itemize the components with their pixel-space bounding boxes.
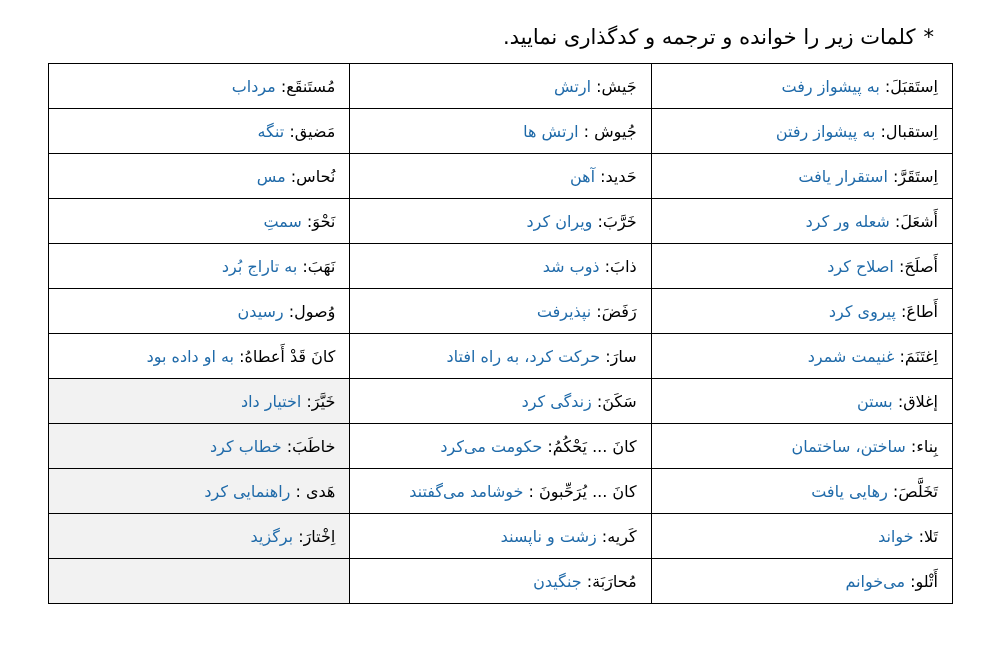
arabic-term: خَرَّبَ: (597, 211, 637, 231)
table-cell (350, 289, 651, 334)
persian-meaning: خوشامد می‌گفتند (409, 481, 524, 501)
vocabulary-table (48, 63, 953, 604)
arabic-term: اِخْتارَ: (298, 526, 336, 546)
persian-meaning: زندگی کرد (521, 391, 592, 411)
table-cell (49, 424, 350, 469)
table-cell (49, 469, 350, 514)
arabic-term: نَهَبَ: (302, 256, 336, 276)
table-cell (651, 379, 952, 424)
persian-meaning: ارتش ها (523, 121, 579, 141)
table-cell (651, 244, 952, 289)
persian-meaning: اصلاح کرد (827, 256, 894, 276)
instruction-heading (503, 22, 934, 52)
persian-meaning: به او داده بود (146, 346, 235, 366)
table-row (49, 379, 953, 424)
table-cell (651, 334, 952, 379)
table-cell (350, 514, 651, 559)
table-cell (49, 64, 350, 109)
table-cell (49, 514, 350, 559)
persian-meaning: ارتش (554, 76, 592, 96)
persian-meaning: به پیشواز رفت (781, 76, 880, 96)
table-cell (49, 379, 350, 424)
arabic-term: اِستَقبَلَ: (884, 76, 938, 96)
table-cell (651, 559, 952, 604)
persian-meaning: خطاب کرد (210, 436, 282, 456)
table-cell (651, 289, 952, 334)
persian-meaning: مس (256, 166, 286, 186)
persian-meaning: استقرار یافت (798, 166, 888, 186)
arabic-term: رَفَضَ: (596, 301, 637, 321)
table-cell (350, 334, 651, 379)
table-row (49, 334, 953, 379)
table-row (49, 244, 953, 289)
persian-meaning: رهایی یافت (811, 481, 888, 501)
table-cell (651, 154, 952, 199)
arabic-term: خَیَّرَ: (306, 391, 336, 411)
table-row (49, 64, 953, 109)
arabic-term: کانَ ... یُرَحِّبونَ : (528, 481, 637, 501)
arabic-term: اِغتَنَمَ: (899, 346, 938, 366)
persian-meaning: ساختن، ساختمان (791, 436, 906, 456)
arabic-term: ذابَ: (604, 256, 637, 276)
persian-meaning: زشت و ناپسند (500, 526, 597, 546)
persian-meaning: بستن (857, 391, 893, 411)
table-row (49, 109, 953, 154)
arabic-term: اِستَقَرَّ: (893, 166, 938, 186)
persian-meaning: می‌خوانم (845, 571, 906, 591)
arabic-term: هَدی : (295, 481, 336, 501)
table-cell (49, 199, 350, 244)
arabic-term: سارَ: (605, 346, 637, 366)
table-row (49, 469, 953, 514)
arabic-term: مُستَنقَع: (280, 76, 336, 96)
arabic-term: إغلاق: (897, 391, 938, 411)
table-cell (49, 334, 350, 379)
table-cell (651, 199, 952, 244)
arabic-term: کَریه: (601, 526, 637, 546)
table-cell (350, 469, 651, 514)
arabic-term: جُیوش : (583, 121, 637, 141)
persian-meaning: خواند (878, 526, 914, 546)
persian-meaning: اختیار داد (240, 391, 302, 411)
table-cell (651, 64, 952, 109)
persian-meaning: نپذیرفت (536, 301, 592, 321)
arabic-term: بِناء: (910, 436, 938, 456)
persian-meaning: شعله ور کرد (805, 211, 890, 231)
table-cell (651, 109, 952, 154)
table-cell (651, 424, 952, 469)
table-cell (350, 199, 651, 244)
table-row (49, 289, 953, 334)
arabic-term: أَشعَلَ: (894, 211, 938, 231)
table-row (49, 199, 953, 244)
arabic-term: حَدید: (600, 166, 637, 186)
persian-meaning: آهن (569, 166, 596, 186)
bullet-star-icon: * (923, 25, 934, 49)
table-row (49, 559, 953, 604)
arabic-term: اِستقبال: (880, 121, 938, 141)
table-cell (350, 64, 651, 109)
table-cell (350, 244, 651, 289)
persian-meaning: جنگیدن (533, 571, 582, 591)
table-cell (651, 514, 952, 559)
table-cell (651, 469, 952, 514)
persian-meaning: رسیدن (237, 301, 284, 321)
arabic-term: تَخَلَّصَ: (892, 481, 938, 501)
persian-meaning: پیروی کرد (828, 301, 896, 321)
table-cell (49, 154, 350, 199)
persian-meaning: به پیشواز رفتن (775, 121, 876, 141)
table-cell (350, 109, 651, 154)
vocabulary-table-body (49, 64, 953, 604)
table-cell (350, 154, 651, 199)
table-row (49, 514, 953, 559)
arabic-term: کانَ ... یَحْکُمُ: (547, 436, 637, 456)
persian-meaning: تنگه (257, 121, 285, 141)
table-cell (49, 109, 350, 154)
persian-meaning: سمتِ (263, 211, 302, 231)
arabic-term: نُحاس: (290, 166, 336, 186)
persian-meaning: به تاراج بُرد (221, 256, 298, 276)
persian-meaning: حرکت کرد، به راه افتاد (446, 346, 601, 366)
instruction-text: کلمات زیر را خوانده و ترجمه و کدگذاری نمایید. (502, 25, 916, 49)
table-row (49, 154, 953, 199)
table-cell (49, 289, 350, 334)
persian-meaning: ویران کرد (526, 211, 593, 231)
arabic-term: أَطاعَ: (901, 301, 938, 321)
arabic-term: سَکَنَ: (596, 391, 637, 411)
table-cell (350, 379, 651, 424)
arabic-term: أَتْلو: (910, 571, 938, 591)
table-cell (49, 244, 350, 289)
persian-meaning: مرداب (231, 76, 276, 96)
arabic-term: خاطَبَ: (286, 436, 336, 456)
persian-meaning: برگزید (250, 526, 294, 546)
table-cell (350, 424, 651, 469)
persian-meaning: ذوب شد (542, 256, 600, 276)
table-cell (350, 559, 651, 604)
persian-meaning: غنیمت شمرد (807, 346, 895, 366)
arabic-term: نَحْوَ: (306, 211, 336, 231)
arabic-term: جَیش: (596, 76, 637, 96)
arabic-term: أَصلَحَ: (898, 256, 938, 276)
arabic-term: وُصول: (288, 301, 336, 321)
persian-meaning: حکومت می‌کرد (440, 436, 543, 456)
arabic-term: مَضیق: (289, 121, 336, 141)
empty-table-cell (49, 559, 350, 604)
arabic-term: کانَ قَدْ أَعطاهُ: (239, 346, 336, 366)
arabic-term: مُحارَبَة: (586, 571, 637, 591)
arabic-term: تَلا: (918, 526, 938, 546)
table-row (49, 424, 953, 469)
persian-meaning: راهنمایی کرد (204, 481, 291, 501)
